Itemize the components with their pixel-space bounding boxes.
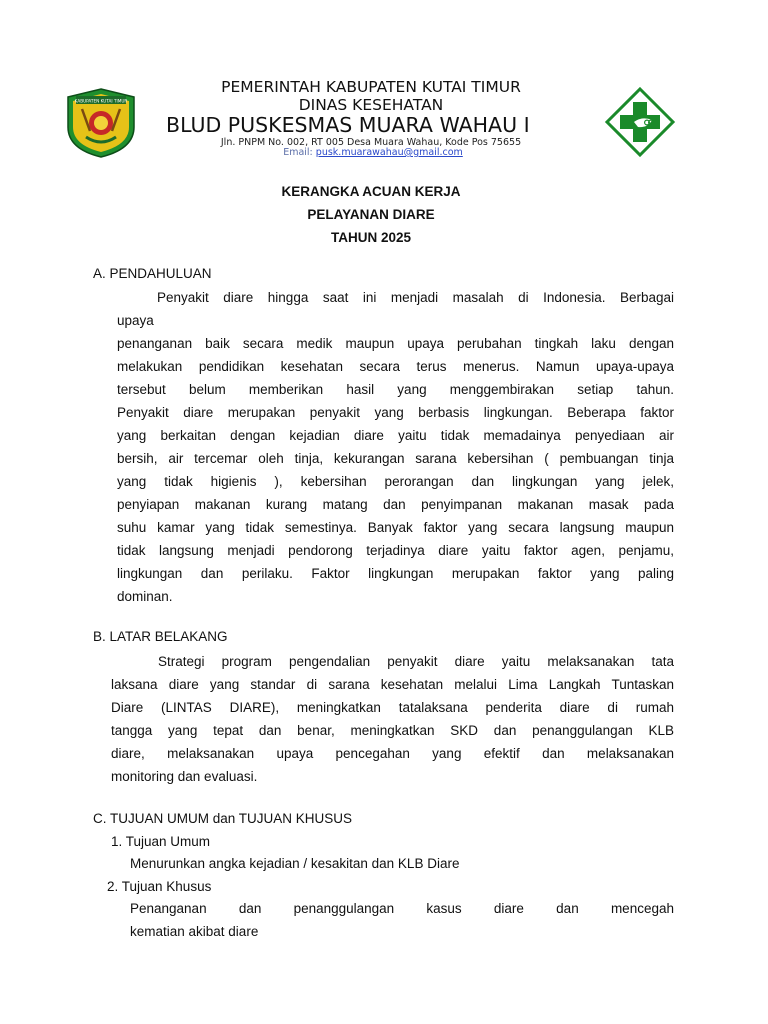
paragraph-line: monitoring dan evaluasi. (111, 769, 258, 784)
section-a-paragraph (117, 286, 674, 608)
paragraph-line: upaya (117, 313, 154, 328)
paragraph-line: diare, melaksanakan upaya pencegahan yang efektif dan melaksanakan (111, 746, 674, 761)
paragraph-line: kematian akibat diare (130, 924, 259, 939)
section-b-heading: B. LATAR BELAKANG (93, 629, 228, 644)
email-label: Email: (283, 147, 313, 158)
paragraph-line: Strategi program pengendalian penyakit diare yaitu melaksanakan tata (158, 654, 674, 669)
paragraph-line: yang tidak higienis ), kebersihan perorangan dan lingkungan yang jelek, (117, 474, 674, 489)
tujuan-umum-label: 1. Tujuan Umum (111, 834, 211, 849)
tujuan-khusus-text (130, 897, 674, 943)
document-title: KERANGKA ACUAN KERJA (281, 184, 461, 199)
paragraph-line: dominan. (117, 589, 173, 604)
paragraph-line: penanganan baik secara medik maupun upaya perubahan tingkah laku dengan (117, 336, 674, 351)
paragraph-line: tidak langsung menjadi pendorong terjadinya diare yaitu faktor agen, penjamu, (117, 543, 674, 558)
paragraph-line: laksana diare yang standar di sarana kesehatan melalui Lima Langkah Tuntaskan (111, 677, 674, 692)
emblem-text: KABUPATEN KUTAI TIMUR (74, 98, 128, 104)
section-b-paragraph (111, 650, 674, 788)
paragraph-line: Diare (LINTAS DIARE), meningkatkan tatalaksana penderita diare di rumah (111, 700, 674, 715)
paragraph-line: Penyakit diare hingga saat ini menjadi masalah di Indonesia. Berbagai (157, 290, 674, 305)
paragraph-line: penyiapan makanan kurang matang dan penyimpanan makanan masak pada (117, 497, 674, 512)
tujuan-umum-text: Menurunkan angka kejadian / kesakitan dan KLB Diare (130, 856, 460, 871)
paragraph-line: tersebut belum memberikan hasil yang menggembirakan setiap tahun. (117, 382, 674, 397)
document-year: TAHUN 2025 (330, 230, 412, 245)
department-name: DINAS KESEHATAN (298, 96, 444, 114)
section-a-heading: A. PENDAHULUAN (93, 266, 212, 281)
tujuan-khusus-label: 2. Tujuan Khusus (107, 879, 212, 894)
paragraph-line: suhu kamar yang tidak semestinya. Banyak faktor yang secara langsung maupun (117, 520, 674, 535)
paragraph-line: tangga yang tepat dan benar, meningkatkan SKD dan penanggulangan KLB (111, 723, 674, 738)
email-link[interactable]: pusk.muarawahau@gmail.com (315, 147, 463, 158)
puskesmas-logo-icon (604, 86, 676, 158)
address-line: Jln. PNPM No. 002, RT 005 Desa Muara Wahau, Kode Pos 75655 (220, 137, 522, 148)
government-name: PEMERINTAH KABUPATEN KUTAI TIMUR (221, 78, 521, 96)
institution-name: BLUD PUSKESMAS MUARA WAHAU I (166, 113, 530, 137)
document-subtitle: PELAYANAN DIARE (307, 207, 435, 222)
paragraph-line: Penanganan dan penanggulangan kasus diare dan mencegah (130, 901, 674, 916)
paragraph-line: melakukan pendidikan kesehatan secara terus menerus. Namun upaya-upaya (117, 359, 674, 374)
paragraph-line: yang berkaitan dengan kejadian diare yaitu tidak memadainya penyediaan air (117, 428, 674, 443)
paragraph-line: bersih, air tercemar oleh tinja, kekurangan sarana kebersihan ( pembuangan tinja (117, 451, 674, 466)
paragraph-line: Penyakit diare merupakan penyakit yang berbasis lingkungan. Beberapa faktor (117, 405, 674, 420)
section-c-heading: C. TUJUAN UMUM dan TUJUAN KHUSUS (93, 811, 353, 826)
paragraph-line: lingkungan dan perilaku. Faktor lingkungan merupakan faktor yang paling (117, 566, 674, 581)
